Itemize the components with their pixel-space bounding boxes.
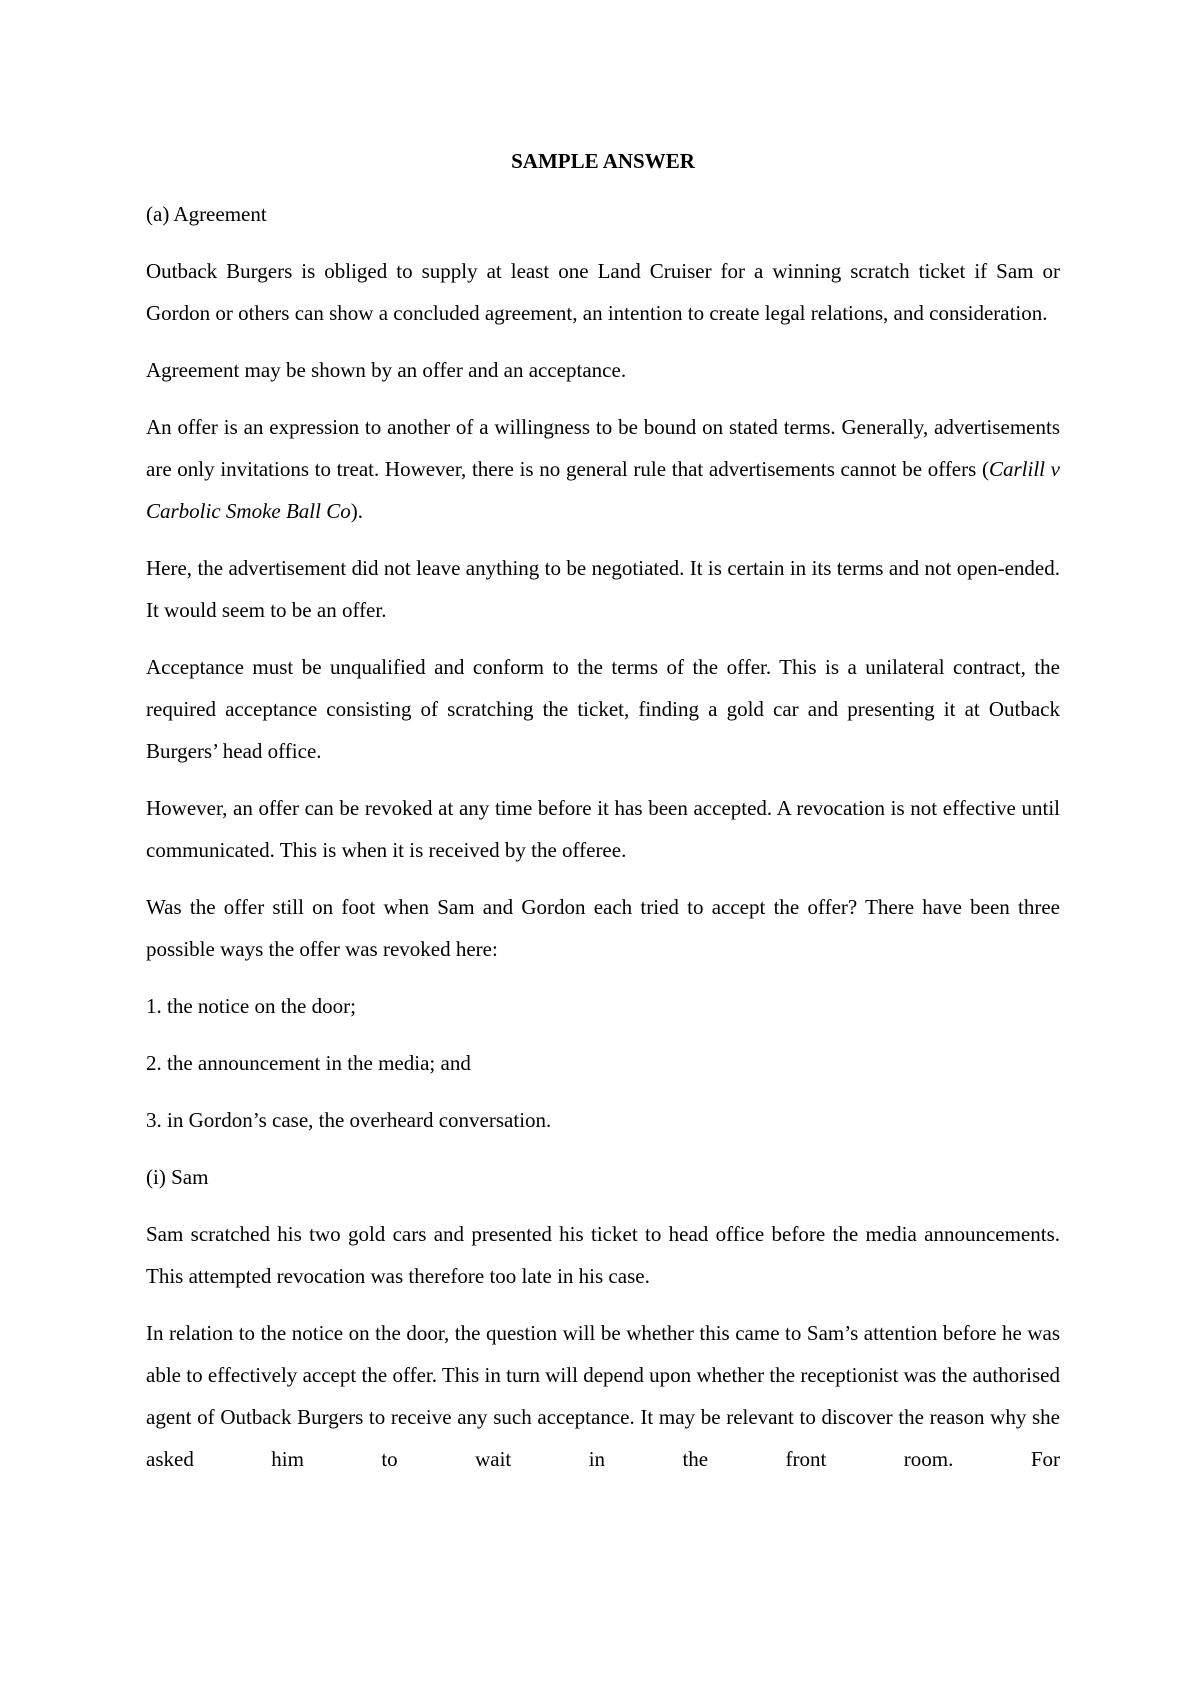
document-title: SAMPLE ANSWER — [511, 149, 695, 173]
list-item: 2. the announcement in the media; and — [146, 1051, 471, 1075]
paragraph-offer-definition-text: An offer is an expression to another of a willingness to be bound on stated terms. Generally, advertisements are only invitations to treat. However, there is no general rule that advertisements cannot be offers ( — [146, 415, 1060, 481]
list-item: 1. the notice on the door; — [146, 994, 356, 1018]
paragraph-acceptance: Acceptance must be unqualified and conform to the terms of the offer. This is a unilateral contract, the required acceptance consisting of scratching the ticket, finding a gold car and presenting it at Outback Burgers’ head office. — [146, 655, 1060, 763]
document-page — [146, 140, 1060, 1480]
paragraph-revocation: However, an offer can be revoked at any time before it has been accepted. A revocation is not effective until communicated. This is when it is received by the offeree. — [146, 796, 1060, 862]
section-heading-agreement: (a) Agreement — [146, 202, 267, 226]
paragraph-offer-on-foot: Was the offer still on foot when Sam and Gordon each tried to accept the offer? There have been three possible ways the offer was revoked here: — [146, 895, 1060, 961]
paragraph-sam-notice: In relation to the notice on the door, the question will be whether this came to Sam’s attention before he was able to effectively accept the offer. This in turn will depend upon whether the receptionist was the authorised agent of Outback Burgers to receive any such acceptance. It may be relevant to discover the reason why she asked him to wait in the front room. For — [146, 1321, 1060, 1471]
paragraph-offer-definition-end: ). — [350, 499, 363, 523]
section-heading-sam: (i) Sam — [146, 1165, 209, 1189]
case-citation: Carlill v Carbolic Smoke Ball Co — [146, 457, 1060, 523]
paragraph-sam-media: Sam scratched his two gold cars and presented his ticket to head office before the media announcements. This attempted revocation was therefore too late in his case. — [146, 1222, 1060, 1288]
paragraph-offer-acceptance: Agreement may be shown by an offer and an acceptance. — [146, 358, 627, 382]
paragraph-advertisement: Here, the advertisement did not leave anything to be negotiated. It is certain in its terms and not open-ended. It would seem to be an offer. — [146, 556, 1060, 622]
paragraph-obligation: Outback Burgers is obliged to supply at least one Land Cruiser for a winning scratch ticket if Sam or Gordon or others can show a concluded agreement, an intention to create legal relations, and consideration. — [146, 259, 1060, 325]
list-item: 3. in Gordon’s case, the overheard conversation. — [146, 1108, 552, 1132]
paragraph-offer-definition — [146, 406, 1060, 532]
